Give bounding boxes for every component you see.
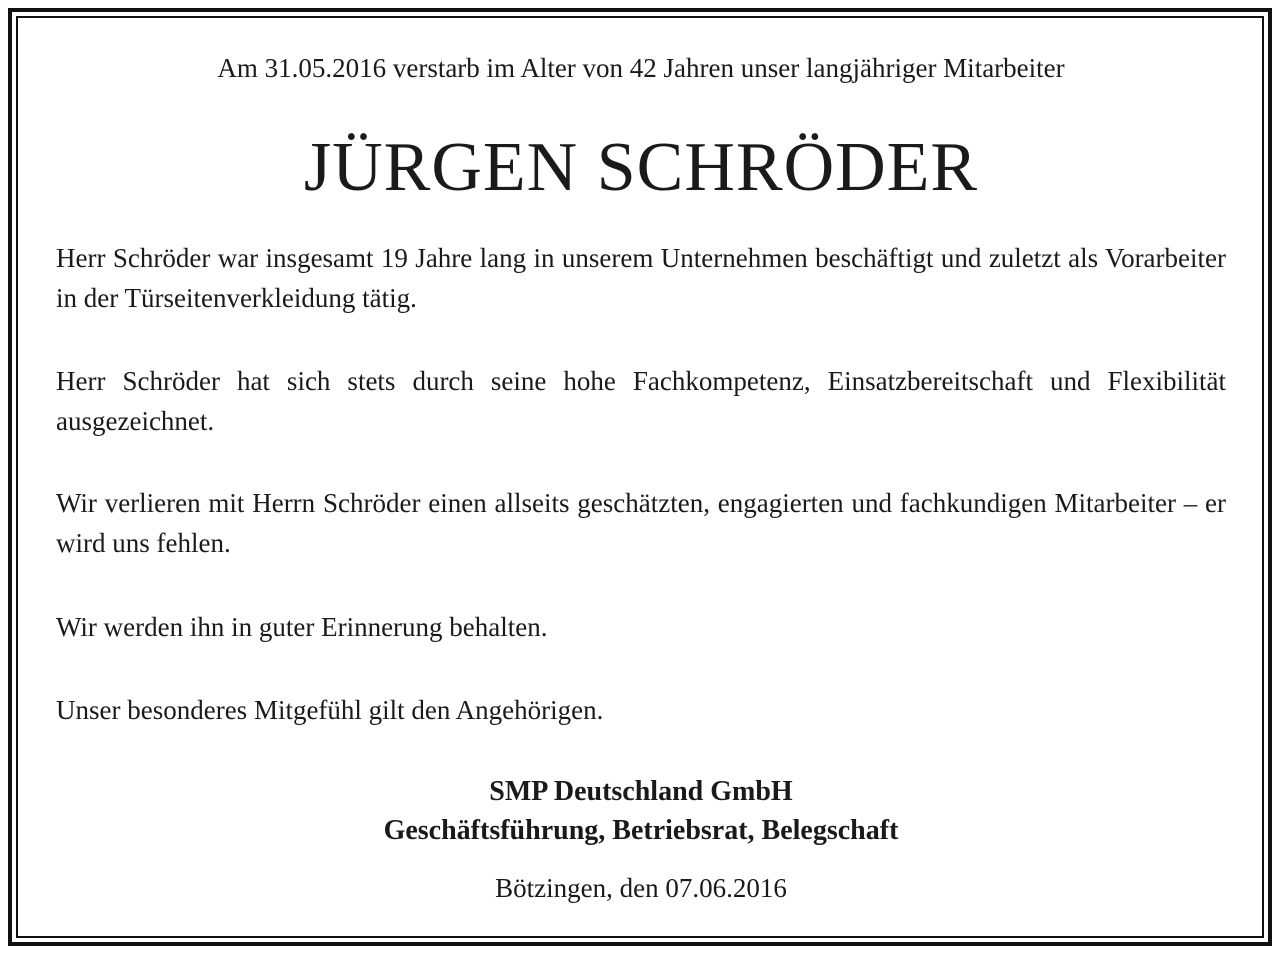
place-and-date: Bötzingen, den 07.06.2016	[495, 873, 787, 903]
paragraph-loss: Wir verlieren mit Herrn Schröder einen allseits geschätzten, engagierten und fachkundigen Mitarbeiter – er wird uns fehlen.	[56, 488, 1226, 558]
signatory-groups: Geschäftsführung, Betriebsrat, Belegschaft	[383, 815, 899, 846]
paragraph-qualities: Herr Schröder hat sich stets durch seine hohe Fachkompetenz, Einsatzbereitschaft und Flexibilität ausgezeichnet.	[56, 366, 1226, 436]
paragraph-condolence: Unser besonderes Mitgefühl gilt den Angehörigen.	[56, 695, 604, 725]
deceased-name: JÜRGEN SCHRÖDER	[303, 129, 979, 206]
paragraph-remembrance: Wir werden ihn in guter Erinnerung behalten.	[56, 612, 548, 642]
paragraph-employment: Herr Schröder war insgesamt 19 Jahre lang in unserem Unternehmen beschäftigt und zuletzt als Vorarbeiter in der Türseitenverkleidung tätig.	[56, 243, 1226, 313]
company-name: SMP Deutschland GmbH	[489, 776, 793, 807]
intro-line: Am 31.05.2016 verstarb im Alter von 42 Jahren unser langjähriger Mitarbeiter	[217, 53, 1065, 83]
